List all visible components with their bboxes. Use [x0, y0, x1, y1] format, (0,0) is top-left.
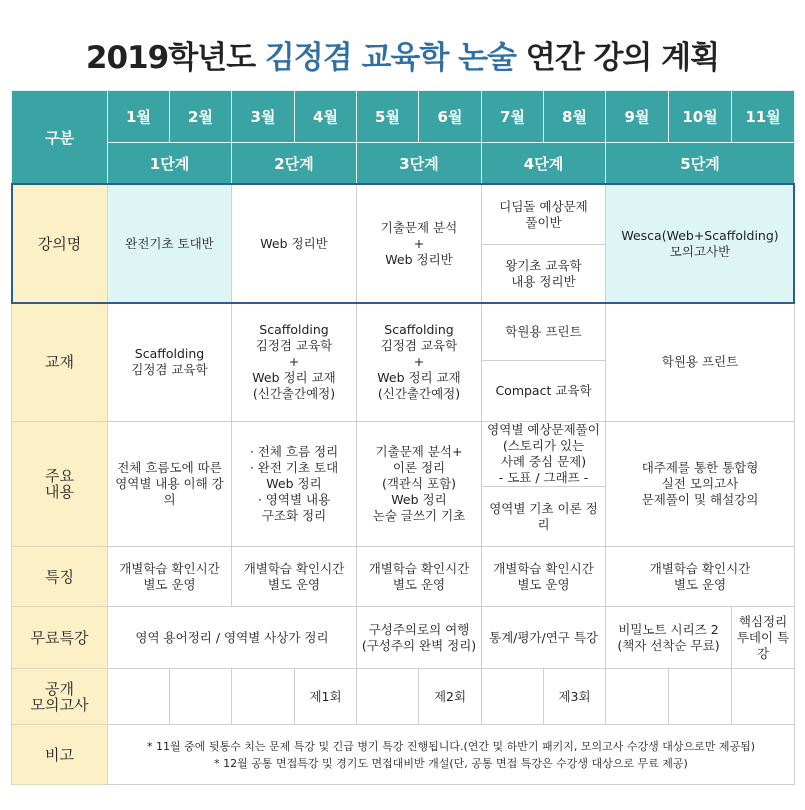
feature-label: 특징 — [12, 547, 108, 607]
text-line: 이론 정리 — [392, 460, 446, 475]
special-constructivism — [357, 607, 482, 669]
lecture-stage1: 완전기초 토대반 — [108, 185, 232, 303]
content-stage4-top — [482, 422, 606, 487]
lecture-stage4-top — [482, 185, 606, 245]
text-line: 공개 — [45, 679, 74, 698]
textbook-row — [12, 303, 795, 361]
text-line: (객관식 포함) — [381, 476, 457, 491]
text-line: 김정겸 교육학 — [255, 338, 333, 353]
text-line: 논술 글쓰기 기초 — [372, 508, 466, 523]
text-line: 개별학습 확인시간 — [493, 560, 594, 576]
page-title — [0, 32, 805, 77]
text-line: 김정겸 교육학 — [131, 362, 208, 377]
textbook-label: 교재 — [12, 303, 108, 422]
text-line: · 영역별 내용 — [257, 492, 331, 507]
text-line: 영역별 예상문제풀이 — [487, 422, 600, 437]
text-line: + — [413, 235, 425, 251]
text-line: (신간출간예정) — [252, 386, 336, 401]
text-line: Scaffolding — [134, 346, 205, 361]
mock-exam-row — [12, 669, 795, 725]
lecture-stage5 — [606, 185, 795, 303]
text-line: (구성주의 완벽 정리) — [361, 637, 477, 653]
text-line: (신간출간예정) — [377, 386, 461, 401]
text-line: - 도표 / 그래프 - — [498, 470, 589, 485]
text-line: 모의고사반 — [669, 243, 731, 259]
month-cell: 9월 — [606, 91, 669, 143]
lecture-label: 강의명 — [12, 185, 108, 303]
note-row — [12, 725, 795, 785]
text-line: · 완전 기초 토대 — [249, 460, 339, 475]
content-row — [12, 422, 795, 487]
special-secret-note — [606, 607, 732, 669]
text-line: 김정겸 교육학 — [380, 338, 458, 353]
textbook-stage3 — [357, 303, 482, 422]
mock-cell-feb — [170, 669, 232, 725]
mock-cell-apr: 제1회 — [295, 669, 357, 725]
text-line: 왕기초 교육학 — [505, 257, 582, 273]
mock-cell-may — [357, 669, 419, 725]
text-line: Web 정리 교재 — [377, 370, 461, 385]
text-line: 기출문제 분석+ — [375, 444, 463, 459]
mock-cell-jul — [482, 669, 544, 725]
content-stage1 — [108, 422, 232, 547]
content-stage5 — [606, 422, 795, 547]
text-line: 모의고사 — [30, 695, 89, 714]
text-line: 별도 운영 — [143, 576, 196, 592]
note-content — [108, 725, 795, 785]
text-line: 구성주의로의 여행 — [368, 621, 470, 637]
text-line: (스토리가 있는 — [502, 438, 585, 453]
content-label — [12, 422, 108, 547]
mock-cell-nov — [732, 669, 795, 725]
month-cell: 8월 — [544, 91, 606, 143]
mock-cell-jun: 제2회 — [419, 669, 482, 725]
feature-stage1 — [108, 547, 232, 607]
stage-cell: 4단계 — [482, 143, 606, 185]
text-line: 대주제를 통한 통합형 — [641, 460, 759, 475]
stage-header-row — [12, 143, 795, 185]
schedule-table — [11, 90, 795, 785]
text-line: + — [288, 354, 300, 369]
feature-stage2 — [232, 547, 357, 607]
text-line: 개별학습 확인시간 — [119, 560, 220, 576]
text-line: Web 정리 교재 — [252, 370, 336, 385]
month-cell: 4월 — [295, 91, 357, 143]
note-line: * 11월 중에 뒷통수 치는 문제 특강 및 긴급 병기 특강 진행됩니다.(연간 및 하반기 패키지, 모의고사 수강생 대상으로만 제공됨) — [146, 739, 756, 753]
mock-cell-jan — [108, 669, 170, 725]
text-line: 내용 — [45, 483, 74, 501]
text-line: 개별학습 확인시간 — [368, 560, 470, 576]
text-line: Web 정리 — [391, 492, 447, 507]
mock-cell-mar — [232, 669, 295, 725]
textbook-stage2 — [232, 303, 357, 422]
text-line: 핵심정리 — [738, 613, 788, 629]
stage-cell: 1단계 — [108, 143, 232, 185]
mock-exam-label — [12, 669, 108, 725]
text-line: (책자 선착순 무료) — [617, 637, 720, 653]
mock-cell-aug: 제3회 — [544, 669, 606, 725]
text-line: 개별학습 확인시간 — [243, 560, 345, 576]
text-line: 별도 운영 — [673, 576, 727, 592]
month-cell: 6월 — [419, 91, 482, 143]
text-line: 투데이 특강 — [736, 629, 790, 661]
month-cell: 11월 — [732, 91, 795, 143]
textbook-stage5: 학원용 프린트 — [606, 303, 795, 422]
text-line: 비밀노트 시리즈 2 — [618, 621, 719, 637]
lecture-stage4-bottom — [482, 245, 606, 303]
content-stage4-bottom: 영역별 기초 이론 정리 — [482, 487, 606, 547]
feature-row — [12, 547, 795, 607]
text-line: 디딤돌 예상문제 — [499, 198, 588, 214]
special-vocab: 영역 용어정리 / 영역별 사상가 정리 — [108, 607, 357, 669]
title-prefix: 2019학년도 — [85, 40, 256, 76]
content-stage3 — [357, 422, 482, 547]
textbook-stage1 — [108, 303, 232, 422]
special-label: 무료특강 — [12, 607, 108, 669]
special-row — [12, 607, 795, 669]
text-line: Web 정리 — [266, 476, 322, 491]
text-line: · 전체 흐름 정리 — [249, 444, 339, 459]
lecture-row — [12, 185, 795, 245]
text-line: 영역별 내용 이해 강의 — [115, 476, 224, 507]
special-statistics: 통계/평가/연구 특강 — [482, 607, 606, 669]
text-line: 별도 운영 — [392, 576, 446, 592]
month-cell: 10월 — [669, 91, 732, 143]
text-line: 별도 운영 — [267, 576, 321, 592]
stage-cell: 3단계 — [357, 143, 482, 185]
stage-cell: 2단계 — [232, 143, 357, 185]
text-line: 실전 모의고사 — [661, 476, 739, 491]
text-line: 구조화 정리 — [261, 508, 327, 523]
text-line: 주요 — [45, 467, 74, 485]
textbook-stage4-top: 학원용 프린트 — [482, 303, 606, 361]
month-cell: 5월 — [357, 91, 419, 143]
text-line: Scaffolding — [259, 322, 329, 337]
lecture-stage3 — [357, 185, 482, 303]
month-cell: 3월 — [232, 91, 295, 143]
text-line: Scaffolding — [384, 322, 454, 337]
stage-cell: 5단계 — [606, 143, 795, 185]
text-line: 내용 정리반 — [511, 273, 576, 289]
special-today — [732, 607, 795, 669]
text-line: 전체 흐름도에 따른 — [117, 460, 222, 475]
note-label: 비고 — [12, 725, 108, 785]
title-suffix: 연간 강의 계획 — [525, 40, 720, 76]
feature-stage3 — [357, 547, 482, 607]
month-header-row — [12, 91, 795, 143]
text-line: 별도 운영 — [517, 576, 570, 592]
lecture-stage2: Web 정리반 — [232, 185, 357, 303]
content-stage2 — [232, 422, 357, 547]
text-line: Wesca(Web+Scaffolding) — [621, 227, 779, 243]
mock-cell-oct — [669, 669, 732, 725]
textbook-stage4-bottom: Compact 교육학 — [482, 361, 606, 422]
mock-cell-sep — [606, 669, 669, 725]
title-highlight: 김정겸 교육학 논술 — [264, 40, 516, 76]
text-line: 기출문제 분석 — [380, 219, 458, 235]
note-line: * 12월 공통 면접특강 및 경기도 면접대비반 개설(단, 공통 면접 특강은 수강생 대상으로 무료 제공) — [214, 756, 688, 770]
text-line: + — [413, 354, 425, 369]
text-line: 풀이반 — [525, 214, 562, 230]
month-cell: 2월 — [170, 91, 232, 143]
month-cell: 7월 — [482, 91, 544, 143]
text-line: 개별학습 확인시간 — [649, 560, 751, 576]
month-cell: 1월 — [108, 91, 170, 143]
text-line: Web 정리반 — [385, 251, 453, 267]
text-line: 문제풀이 및 해설강의 — [641, 492, 759, 507]
feature-stage4 — [482, 547, 606, 607]
text-line: 사례 중심 문제) — [500, 454, 587, 469]
feature-stage5 — [606, 547, 795, 607]
category-header: 구분 — [12, 91, 108, 185]
